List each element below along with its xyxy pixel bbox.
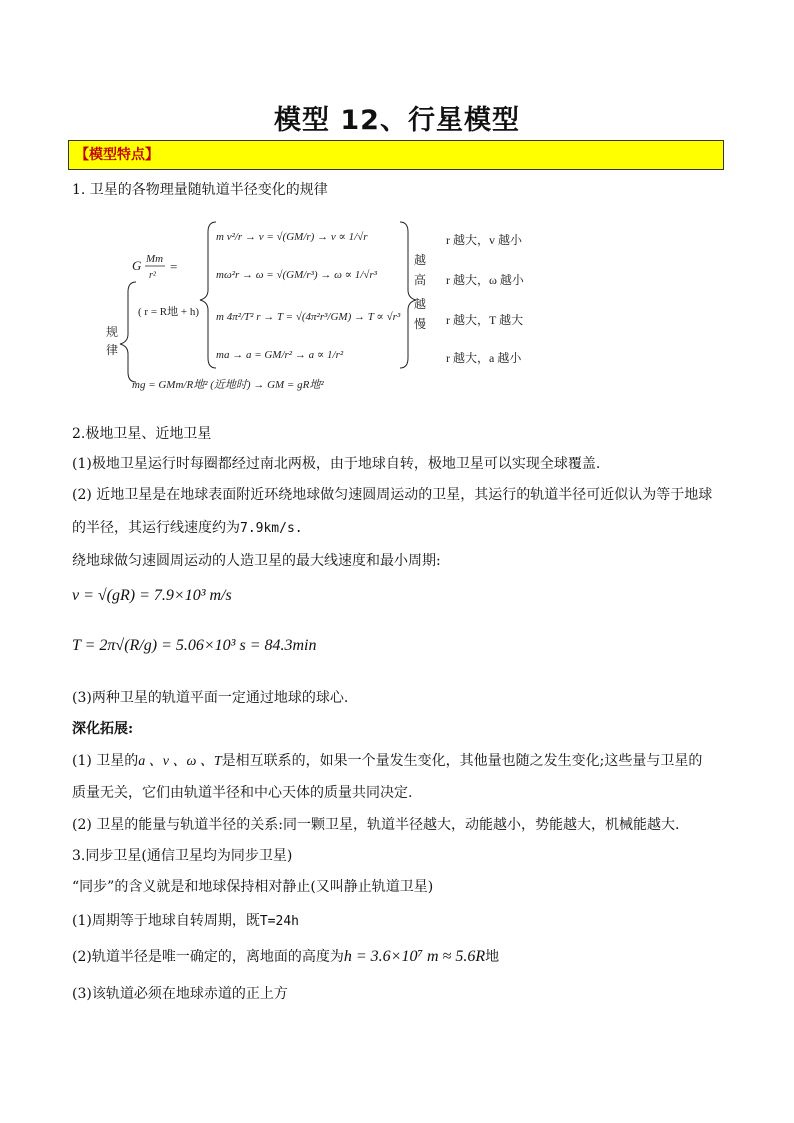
paragraph-deep-2: (2) 卫星的能量与轨道半径的关系:同一颗卫星，轨道半径越大，动能越小，势能越大，机械能越大.	[72, 817, 680, 833]
paragraph-sync-period	[72, 911, 299, 932]
guilv-1: 规	[106, 325, 119, 339]
g-frac-den: r²	[149, 270, 156, 281]
side-label-1: 越	[414, 253, 427, 267]
sync-period-value: T=24h	[259, 914, 299, 929]
equation-period: T = 2π√(R/g) = 5.06×10³ s = 84.3min	[72, 637, 317, 654]
paragraph-near-earth-2	[72, 518, 303, 539]
sync-radius-text: (2)轨道半径是唯一确定的，离地面的高度为	[72, 949, 344, 965]
guilv-2: 律	[106, 343, 119, 357]
deep-1-vars: a 、v 、ω 、T	[138, 754, 222, 769]
side-label-3: 越	[414, 297, 427, 311]
section-banner: 【模型特点】	[68, 140, 724, 170]
formula-near-earth: mg = GMm/R地² (近地时) → GM = gR地²	[132, 379, 324, 391]
side-label-2: 高	[414, 273, 427, 287]
sync-period-text: (1)周期等于地球自转周期，既	[72, 913, 260, 929]
deep-1-rest: 是相互联系的，如果一个量发生变化，其他量也随之发生变化;这些量与卫星的	[221, 753, 703, 769]
equation-velocity: v = √(gR) = 7.9×10³ m/s	[72, 587, 232, 604]
formula-row-omega: mω²r → ω = √(GM/r³) → ω ∝ 1/√r³	[216, 269, 377, 281]
result-omega: r 越大，ω 越小	[446, 273, 524, 287]
deep-heading: 深化拓展:	[72, 721, 134, 737]
formula-row-v: m v²/r → v = √(GM/r) → v ∝ 1/√r	[216, 231, 368, 243]
paragraph-sync-radius	[72, 947, 499, 967]
sync-radius-equation: h = 3.6×10⁷ m ≈ 5.6R	[343, 948, 486, 965]
sync-radius-suffix: 地	[485, 949, 500, 965]
near-earth-speed: 7.9km/s.	[240, 521, 303, 536]
result-v: r 越大，v 越小	[446, 233, 522, 247]
orbit-formula-diagram	[100, 212, 660, 402]
g-frac-num: Mm	[146, 253, 164, 265]
paragraph-sync-meaning: “同步”的含义就是和地球保持相对静止(又叫静止轨道卫星)	[72, 879, 434, 895]
deep-1-start: (1) 卫星的	[72, 753, 139, 769]
section-3-heading: 3.同步卫星(通信卫星均为同步卫星)	[72, 848, 293, 864]
page-title: 模型 12、行星模型	[274, 105, 520, 136]
paragraph-near-earth-1: (2) 近地卫星是在地球表面附近环绕地球做匀速圆周运动的卫星，其运行的轨道半径可近似认为等于地球	[72, 487, 713, 503]
paragraph-sync-equator: (3)该轨道必须在地球赤道的正上方	[72, 986, 288, 1002]
paragraph-polar: (1)极地卫星运行时每圈都经过南北两极，由于地球自转，极地卫星可以实现全球覆盖.	[72, 456, 601, 472]
g-eq: =	[170, 259, 178, 274]
paragraph-deep-1-cont: 质量无关，它们由轨道半径和中心天体的质量共同决定.	[72, 785, 413, 801]
paragraph-orbit-plane: (3)两种卫星的轨道平面一定通过地球的球心.	[72, 690, 349, 706]
section-1-heading: 1. 卫星的各物理量随轨道半径变化的规律	[72, 182, 328, 198]
side-label-4: 慢	[414, 317, 427, 331]
result-a: r 越大，a 越小	[446, 351, 522, 365]
formula-row-t: m 4π²/T² r → T = √(4π²r³/GM) → T ∝ √r³	[216, 311, 401, 323]
result-t: r 越大，T 越大	[446, 313, 524, 327]
r-definition: ( r = R地 + h)	[138, 306, 199, 318]
g-symbol: G	[132, 258, 142, 273]
near-earth-text: 的半径，其运行线速度约为	[72, 520, 240, 536]
section-2-heading: 2.极地卫星、近地卫星	[72, 426, 212, 442]
paragraph-deep-1	[72, 751, 702, 772]
paragraph-max-speed: 绕地球做匀速圆周运动的人造卫星的最大线速度和最小周期:	[72, 553, 441, 569]
formula-row-a: ma → a = GM/r² → a ∝ 1/r²	[216, 349, 344, 361]
